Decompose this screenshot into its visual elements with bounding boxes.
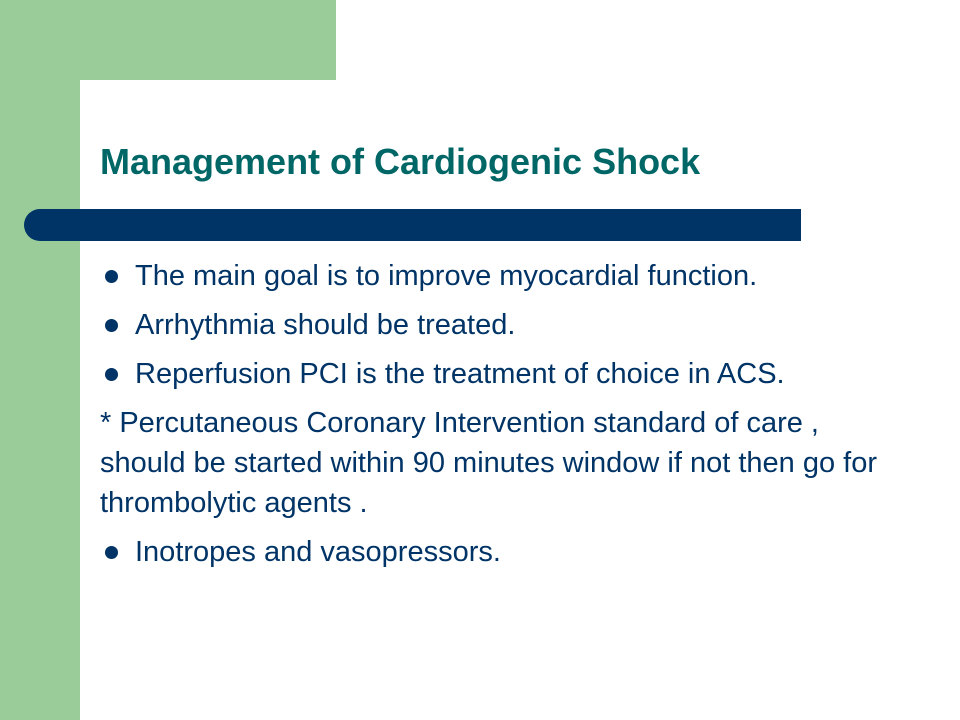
- bullet-dot-icon: [105, 319, 118, 332]
- bullet-dot-icon: [105, 270, 118, 283]
- bullet-text: Reperfusion PCI is the treatment of choice in ACS.: [135, 358, 785, 390]
- bullet-item: [100, 532, 900, 572]
- bullet-text: Inotropes and vasopressors.: [135, 536, 501, 568]
- bullet-item: [100, 305, 900, 345]
- title-underline-bar: [24, 209, 801, 241]
- bullet-item: [100, 354, 900, 394]
- bullet-dot-icon: [105, 368, 118, 381]
- bullet-dot-icon: [105, 546, 118, 559]
- bullet-text: Arrhythmia should be treated.: [135, 309, 516, 341]
- footnote-text: * Percutaneous Coronary Intervention standard of care , should be started within 90 minutes window if not then go for thrombolytic agents .: [100, 407, 878, 519]
- bullet-text: The main goal is to improve myocardial function.: [135, 260, 758, 292]
- slide-title: Management of Cardiogenic Shock: [100, 141, 701, 182]
- green-header-block: [0, 0, 336, 80]
- slide-content: [100, 256, 900, 581]
- bullet-item: [100, 256, 900, 296]
- green-sidebar: [0, 0, 80, 720]
